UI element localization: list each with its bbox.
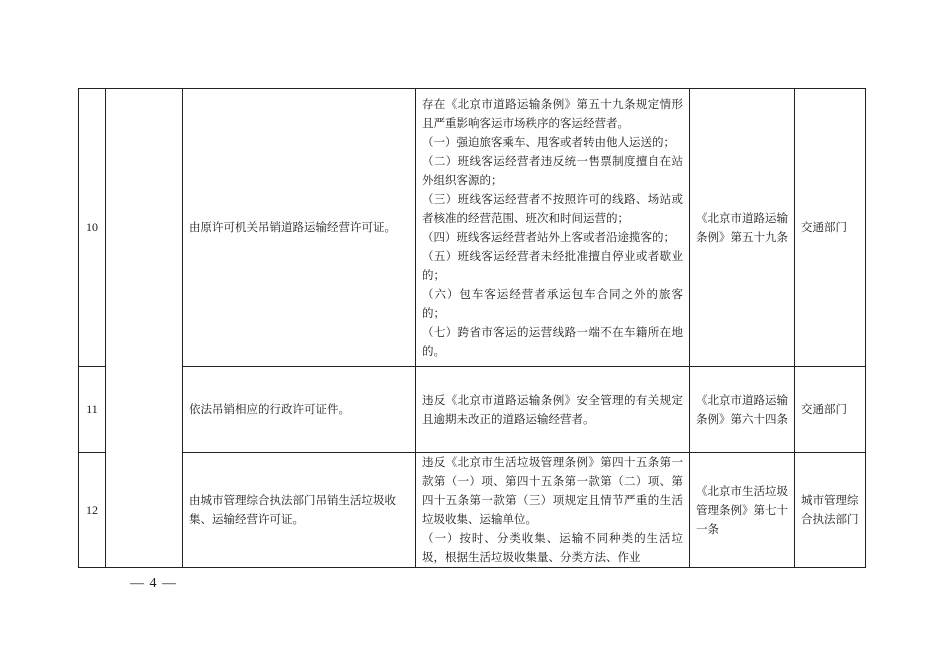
violation-conditions [416,453,690,568]
department: 交通部门 [795,89,866,367]
condition-text: （六）包车客运经营者承运包车合同之外的旅客的； [422,286,683,320]
document-table [78,88,866,568]
condition-text: （一）按时、分类收集、运输不同种类的生活垃圾，根据生活垃圾收集量、分类方法、作业 [422,531,683,564]
table-row [79,453,866,568]
penalty-description: 由城市管理综合执法部门吊销生活垃圾收集、运输经营许可证。 [183,453,416,568]
department: 交通部门 [795,367,866,453]
penalty-description: 由原许可机关吊销道路运输经营许可证。 [183,89,416,367]
condition-text: （七）跨省市客运的运营线路一端不在车籍所在地的。 [422,324,683,358]
row-number: 11 [79,367,106,453]
department: 城市管理综合执法部门 [795,453,866,568]
violation-conditions [416,367,690,453]
condition-text: （一）强迫旅客乘车、甩客或者转由他人运送的； [422,134,675,149]
condition-text: 违反《北京市道路运输条例》安全管理的有关规定且逾期未改正的道路运输经营者。 [422,392,683,426]
legal-basis: 《北京市道路运输条例》第六十四条 [690,367,795,453]
legal-basis: 《北京市道路运输条例》第五十九条 [690,89,795,367]
condition-text: 违反《北京市生活垃圾管理条例》第四十五条第一款第（一）项、第四十五条第一款第（二）项、第四十五条第一款第（三）项规定且情节严重的生活垃圾收集、运输单位。 [422,455,683,526]
row-number: 10 [79,89,106,367]
merged-category-cell [106,89,183,568]
page-number: — 4 — [130,576,177,591]
condition-text: 存在《北京市道路运输条例》第五十九条规定情形且严重影响客运市场秩序的客运经营者。 [422,96,683,130]
condition-text: （二）班线客运经营者违反统一售票制度擅自在站外组织客源的； [422,153,683,187]
condition-text: （五）班线客运经营者未经批准擅自停业或者歇业的； [422,248,683,282]
condition-text: （三）班线客运经营者不按照许可的线路、场站或者核准的经营范围、班次和时间运营的； [422,191,683,225]
condition-text: （四）班线客运经营者站外上客或者沿途揽客的； [422,229,675,244]
row-number: 12 [79,453,106,568]
table-row [79,367,866,453]
violation-conditions [416,89,690,367]
legal-basis: 《北京市生活垃圾管理条例》第七十一条 [690,453,795,568]
penalty-description: 依法吊销相应的行政许可证件。 [183,367,416,453]
table-row [79,89,866,367]
